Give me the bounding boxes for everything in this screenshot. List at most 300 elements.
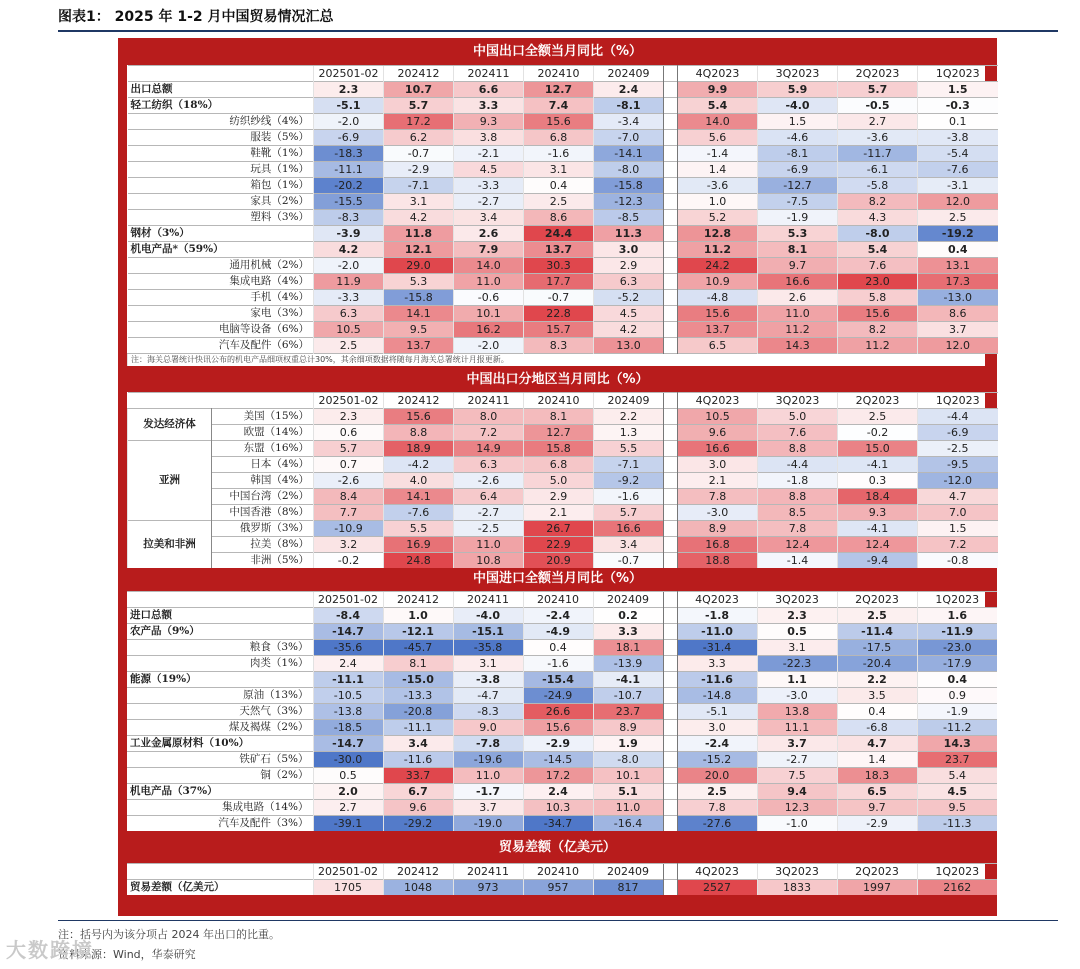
column-gap	[664, 146, 678, 162]
column-gap	[664, 425, 678, 441]
value-cell: 16.2	[454, 322, 524, 338]
value-cell: 8.8	[758, 489, 838, 505]
value-cell: 2.5	[524, 194, 594, 210]
value-cell: 5.8	[838, 290, 918, 306]
value-cell: 10.1	[454, 306, 524, 322]
row-label: 玩具（1%）	[128, 162, 314, 178]
column-header: 202412	[384, 66, 454, 82]
value-cell: 0.2	[593, 608, 663, 624]
value-cell: 2.2	[594, 409, 664, 425]
value-cell: 2.3	[757, 608, 837, 624]
value-cell: 29.0	[384, 258, 454, 274]
row-label: 集成电路（4%）	[128, 274, 314, 290]
value-cell: -14.8	[677, 688, 757, 704]
value-cell: -8.3	[453, 704, 523, 720]
value-cell: 2.5	[677, 784, 757, 800]
value-cell: 15.6	[678, 306, 758, 322]
column-gap	[664, 258, 678, 274]
value-cell: -8.5	[594, 210, 664, 226]
region-section-title: 中国出口分地区当月同比（%）	[466, 372, 649, 387]
value-cell: 2.3	[314, 82, 384, 98]
value-cell: -8.3	[314, 210, 384, 226]
value-cell: 10.5	[314, 322, 384, 338]
column-gap	[663, 640, 677, 656]
value-cell: -11.9	[917, 624, 997, 640]
table-row	[127, 608, 997, 624]
value-cell: 5.3	[384, 274, 454, 290]
value-cell: 11.9	[314, 274, 384, 290]
row-label: 手机（4%）	[128, 290, 314, 306]
value-cell: 0.1	[918, 114, 998, 130]
value-cell: -4.1	[838, 521, 918, 537]
value-cell: 2.4	[313, 656, 383, 672]
value-cell: -1.4	[678, 146, 758, 162]
row-label: 欧盟（14%）	[212, 425, 314, 441]
value-cell: -2.4	[677, 736, 757, 752]
value-cell: 9.5	[384, 322, 454, 338]
value-cell: 12.8	[678, 226, 758, 242]
table-row	[128, 178, 998, 194]
value-cell: -2.1	[454, 146, 524, 162]
table-row	[127, 784, 997, 800]
value-cell: 2.1	[678, 473, 758, 489]
value-cell: 12.1	[384, 242, 454, 258]
row-label: 韩国（4%）	[212, 473, 314, 489]
header-blank	[212, 393, 314, 409]
value-cell: 17.2	[523, 768, 593, 784]
row-label: 天然气（3%）	[127, 704, 313, 720]
value-cell: 8.1	[383, 656, 453, 672]
balance-section-title: 贸易差额（亿美元）	[498, 840, 616, 855]
value-cell: 2.7	[313, 800, 383, 816]
value-cell: 16.9	[384, 537, 454, 553]
value-cell: 17.2	[384, 114, 454, 130]
value-cell: 15.6	[838, 306, 918, 322]
value-cell: 6.5	[837, 784, 917, 800]
row-label: 家具（2%）	[128, 194, 314, 210]
column-gap	[664, 306, 678, 322]
value-cell: 20.9	[524, 553, 594, 569]
value-cell: -3.3	[454, 178, 524, 194]
column-header: 4Q2023	[678, 393, 758, 409]
row-label: 中国香港（8%）	[212, 505, 314, 521]
column-gap	[663, 624, 677, 640]
row-label: 日本（4%）	[212, 457, 314, 473]
value-cell: -0.7	[524, 290, 594, 306]
value-cell: -8.1	[594, 98, 664, 114]
header-row	[127, 592, 997, 608]
row-label: 家电（3%）	[128, 306, 314, 322]
value-cell: -1.8	[677, 608, 757, 624]
value-cell: -39.1	[313, 816, 383, 832]
value-cell: 13.0	[594, 338, 664, 354]
region-group: 亚洲	[128, 441, 212, 521]
value-cell: 6.8	[524, 130, 594, 146]
value-cell: -2.6	[454, 473, 524, 489]
column-gap	[663, 864, 677, 880]
value-cell: -11.6	[677, 672, 757, 688]
value-cell: 12.3	[757, 800, 837, 816]
column-gap	[664, 393, 678, 409]
column-gap	[664, 505, 678, 521]
value-cell: -15.1	[453, 624, 523, 640]
value-cell: 4.5	[454, 162, 524, 178]
value-cell: -18.5	[313, 720, 383, 736]
value-cell: 7.5	[757, 768, 837, 784]
value-cell: -1.8	[758, 473, 838, 489]
column-gap	[664, 457, 678, 473]
value-cell: -15.8	[384, 290, 454, 306]
column-gap	[663, 656, 677, 672]
table-row	[128, 537, 998, 553]
value-cell: 3.4	[454, 210, 524, 226]
value-cell: -5.2	[594, 290, 664, 306]
table-row	[127, 656, 997, 672]
value-cell: -12.3	[594, 194, 664, 210]
value-cell: -1.9	[758, 210, 838, 226]
value-cell: -2.7	[757, 752, 837, 768]
row-label: 俄罗斯（3%）	[212, 521, 314, 537]
value-cell: 6.3	[314, 306, 384, 322]
value-cell: -3.1	[918, 178, 998, 194]
value-cell: -11.7	[838, 146, 918, 162]
value-cell: -4.9	[523, 624, 593, 640]
column-gap	[664, 178, 678, 194]
row-label: 农产品（9%）	[127, 624, 313, 640]
value-cell: 1705	[313, 880, 383, 896]
value-cell: -8.0	[593, 752, 663, 768]
column-header: 202409	[593, 864, 663, 880]
value-cell: 0.5	[757, 624, 837, 640]
value-cell: -2.6	[314, 473, 384, 489]
value-cell: 11.2	[838, 338, 918, 354]
value-cell: 3.1	[384, 194, 454, 210]
value-cell: 3.2	[314, 537, 384, 553]
value-cell: -35.8	[453, 640, 523, 656]
column-header: 1Q2023	[917, 864, 997, 880]
table-row	[128, 457, 998, 473]
value-cell: 13.7	[384, 338, 454, 354]
value-cell: -3.0	[757, 688, 837, 704]
row-label: 电脑等设备（6%）	[128, 322, 314, 338]
value-cell: -11.2	[917, 720, 997, 736]
value-cell: 3.4	[594, 537, 664, 553]
header-row	[128, 393, 998, 409]
value-cell: 1.4	[837, 752, 917, 768]
table-row	[128, 290, 998, 306]
table-row	[128, 130, 998, 146]
row-label: 铜（2%）	[127, 768, 313, 784]
value-cell: -11.4	[837, 624, 917, 640]
value-cell: -10.7	[593, 688, 663, 704]
column-gap	[664, 98, 678, 114]
row-label: 煤及褐煤（2%）	[127, 720, 313, 736]
value-cell: 1.6	[917, 608, 997, 624]
value-cell: 3.0	[677, 720, 757, 736]
value-cell: -7.5	[758, 194, 838, 210]
column-header: 3Q2023	[758, 393, 838, 409]
value-cell: -6.9	[758, 162, 838, 178]
column-gap	[664, 114, 678, 130]
value-cell: 11.3	[594, 226, 664, 242]
value-cell: 7.9	[454, 242, 524, 258]
value-cell: 3.3	[593, 624, 663, 640]
value-cell: 11.0	[454, 274, 524, 290]
value-cell: -15.2	[677, 752, 757, 768]
value-cell: 4.2	[594, 322, 664, 338]
value-cell: 7.6	[758, 425, 838, 441]
value-cell: 18.4	[838, 489, 918, 505]
value-cell: -8.1	[758, 146, 838, 162]
value-cell: 15.6	[384, 409, 454, 425]
value-cell: -4.4	[918, 409, 998, 425]
header-row	[128, 66, 998, 82]
value-cell: -1.6	[594, 489, 664, 505]
value-cell: 12.7	[524, 82, 594, 98]
column-header: 202410	[523, 864, 593, 880]
value-cell: -20.4	[837, 656, 917, 672]
value-cell: 8.8	[758, 441, 838, 457]
value-cell: -19.2	[918, 226, 998, 242]
value-cell: 8.8	[384, 425, 454, 441]
value-cell: 14.3	[917, 736, 997, 752]
value-cell: -14.7	[313, 624, 383, 640]
value-cell: 3.0	[678, 457, 758, 473]
value-cell: 3.1	[757, 640, 837, 656]
value-cell: 16.8	[678, 537, 758, 553]
column-gap	[664, 338, 678, 354]
value-cell: 0.4	[524, 178, 594, 194]
import-section-title: 中国进口全额当月同比（%）	[472, 571, 643, 586]
value-cell: -13.8	[313, 704, 383, 720]
value-cell: 7.8	[677, 800, 757, 816]
value-cell: 10.9	[678, 274, 758, 290]
value-cell: 3.3	[454, 98, 524, 114]
value-cell: 0.5	[313, 768, 383, 784]
column-header: 4Q2023	[677, 864, 757, 880]
value-cell: 18.8	[678, 553, 758, 569]
header-blank	[128, 66, 314, 82]
value-cell: 8.3	[524, 338, 594, 354]
value-cell: 5.4	[838, 242, 918, 258]
row-label: 汽车及配件（3%）	[127, 816, 313, 832]
column-gap	[663, 592, 677, 608]
value-cell: -10.9	[314, 521, 384, 537]
value-cell: -2.0	[314, 114, 384, 130]
value-cell: 14.3	[758, 338, 838, 354]
table-row	[128, 162, 998, 178]
column-header: 202412	[383, 864, 453, 880]
value-cell: -20.2	[314, 178, 384, 194]
column-header: 202409	[594, 393, 664, 409]
value-cell: 2.3	[314, 409, 384, 425]
value-cell: 11.2	[758, 322, 838, 338]
value-cell: 20.0	[677, 768, 757, 784]
value-cell: 9.6	[678, 425, 758, 441]
value-cell: -27.6	[677, 816, 757, 832]
value-cell: 2.5	[837, 608, 917, 624]
value-cell: 10.5	[678, 409, 758, 425]
value-cell: 817	[593, 880, 663, 896]
value-cell: 3.1	[453, 656, 523, 672]
region-panel	[127, 392, 985, 568]
table-row	[128, 441, 998, 457]
value-cell: 12.4	[838, 537, 918, 553]
column-header: 2Q2023	[838, 66, 918, 82]
value-cell: -2.0	[454, 338, 524, 354]
column-gap	[664, 489, 678, 505]
table-row	[127, 704, 997, 720]
export-section-title: 中国出口全额当月同比（%）	[472, 44, 643, 59]
value-cell: 8.2	[838, 194, 918, 210]
column-gap	[664, 322, 678, 338]
value-cell: 9.7	[837, 800, 917, 816]
value-cell: -4.1	[838, 457, 918, 473]
value-cell: -7.6	[384, 505, 454, 521]
value-cell: 7.6	[838, 258, 918, 274]
value-cell: 0.4	[523, 640, 593, 656]
column-gap	[664, 441, 678, 457]
value-cell: 6.3	[594, 274, 664, 290]
bottom-rule	[58, 920, 1058, 921]
value-cell: -11.1	[313, 672, 383, 688]
column-header: 2Q2023	[837, 592, 917, 608]
column-gap	[664, 409, 678, 425]
column-gap	[664, 210, 678, 226]
column-header: 202410	[524, 66, 594, 82]
value-cell: 7.8	[678, 489, 758, 505]
value-cell: 6.8	[524, 457, 594, 473]
value-cell: 12.0	[918, 338, 998, 354]
row-label: 集成电路（14%）	[127, 800, 313, 816]
value-cell: 12.7	[524, 425, 594, 441]
value-cell: -45.7	[383, 640, 453, 656]
value-cell: 33.7	[383, 768, 453, 784]
value-cell: 0.4	[837, 704, 917, 720]
value-cell: -13.0	[918, 290, 998, 306]
source-note: 资料来源：Wind，华泰研究	[58, 948, 196, 961]
value-cell: 3.7	[453, 800, 523, 816]
value-cell: 9.3	[454, 114, 524, 130]
value-cell: -23.0	[917, 640, 997, 656]
value-cell: 7.8	[758, 521, 838, 537]
value-cell: -3.8	[918, 130, 998, 146]
row-label: 肉类（1%）	[127, 656, 313, 672]
value-cell: 5.9	[758, 82, 838, 98]
table-row	[127, 736, 997, 752]
balance-panel	[127, 863, 985, 895]
value-cell: 8.5	[758, 505, 838, 521]
watermark: 大数跨境	[6, 938, 94, 962]
value-cell: 4.5	[917, 784, 997, 800]
value-cell: -13.3	[383, 688, 453, 704]
column-header: 202501-02	[313, 864, 383, 880]
value-cell: 4.2	[314, 242, 384, 258]
table-row	[127, 752, 997, 768]
column-gap	[664, 242, 678, 258]
value-cell: 15.6	[524, 114, 594, 130]
row-label: 拉美（8%）	[212, 537, 314, 553]
table-row	[128, 409, 998, 425]
value-cell: 9.6	[383, 800, 453, 816]
row-label: 原油（13%）	[127, 688, 313, 704]
value-cell: -24.9	[523, 688, 593, 704]
value-cell: -2.7	[454, 505, 524, 521]
value-cell: 6.6	[454, 82, 524, 98]
value-cell: 2.2	[837, 672, 917, 688]
value-cell: 5.4	[917, 768, 997, 784]
value-cell: -4.8	[678, 290, 758, 306]
column-gap	[664, 290, 678, 306]
row-label: 通用机械（2%）	[128, 258, 314, 274]
value-cell: 11.0	[454, 537, 524, 553]
value-cell: 3.7	[918, 322, 998, 338]
value-cell: 2.5	[314, 338, 384, 354]
value-cell: 24.8	[384, 553, 454, 569]
value-cell: 0.6	[314, 425, 384, 441]
value-cell: 5.5	[384, 521, 454, 537]
column-gap	[663, 880, 677, 896]
value-cell: 3.0	[594, 242, 664, 258]
value-cell: 973	[453, 880, 523, 896]
value-cell: 8.9	[593, 720, 663, 736]
column-header: 3Q2023	[758, 66, 838, 82]
value-cell: 5.0	[758, 409, 838, 425]
value-cell: 4.7	[918, 489, 998, 505]
value-cell: 3.7	[757, 736, 837, 752]
value-cell: 2.1	[524, 505, 594, 521]
table-row	[128, 473, 998, 489]
value-cell: 8.4	[314, 489, 384, 505]
value-cell: -9.2	[594, 473, 664, 489]
table-row	[127, 688, 997, 704]
header-blank	[127, 592, 313, 608]
column-header: 2Q2023	[838, 393, 918, 409]
value-cell: -10.5	[313, 688, 383, 704]
value-cell: 1.0	[383, 608, 453, 624]
table-row	[128, 306, 998, 322]
column-gap	[663, 688, 677, 704]
row-label: 工业金属原材料（10%）	[127, 736, 313, 752]
column-header: 202409	[594, 66, 664, 82]
value-cell: -5.8	[838, 178, 918, 194]
table-note: 注：海关总署统计快讯公布的机电产品细项权重总计30%，其余细项数据将随每月海关总署统计月报更新。	[128, 354, 998, 367]
value-cell: -2.9	[837, 816, 917, 832]
column-gap	[663, 816, 677, 832]
header-row	[127, 864, 997, 880]
value-cell: -0.5	[838, 98, 918, 114]
value-cell: 22.9	[524, 537, 594, 553]
value-cell: 2.6	[758, 290, 838, 306]
value-cell: 4.0	[384, 473, 454, 489]
column-gap	[664, 194, 678, 210]
value-cell: 23.7	[917, 752, 997, 768]
table-row	[127, 880, 997, 896]
value-cell: 17.7	[524, 274, 594, 290]
value-cell: -15.5	[314, 194, 384, 210]
column-gap	[663, 768, 677, 784]
value-cell: 11.0	[593, 800, 663, 816]
value-cell: 7.0	[918, 505, 998, 521]
value-cell: 5.7	[384, 98, 454, 114]
value-cell: -0.7	[384, 146, 454, 162]
value-cell: 13.8	[757, 704, 837, 720]
value-cell: 30.3	[524, 258, 594, 274]
value-cell: 2.4	[594, 82, 664, 98]
value-cell: 1.9	[593, 736, 663, 752]
column-gap	[663, 704, 677, 720]
value-cell: -8.0	[594, 162, 664, 178]
